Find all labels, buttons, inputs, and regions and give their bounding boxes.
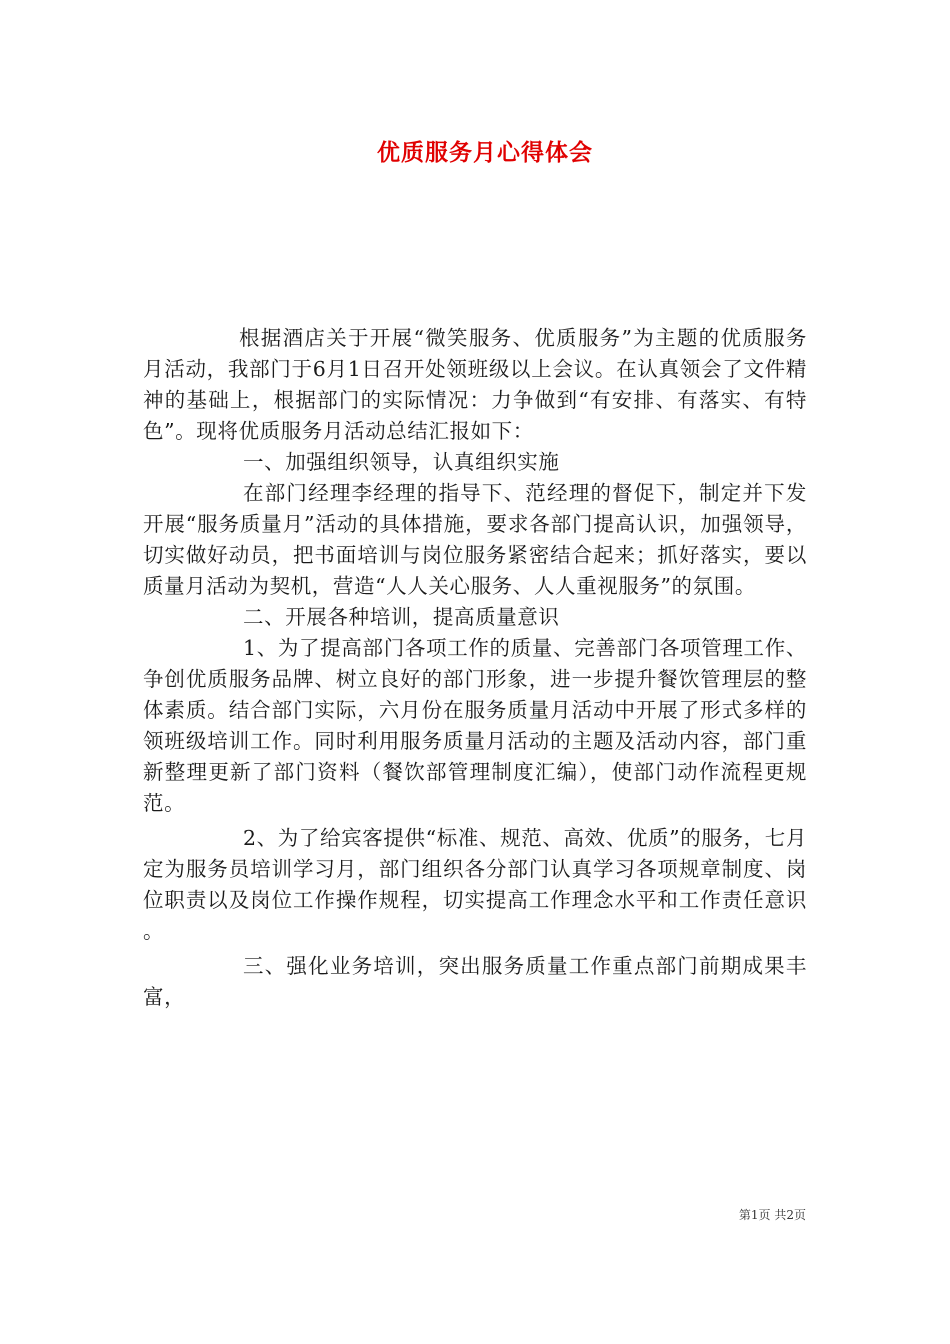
section-heading-2: 二、开展各种培训，提高质量意识	[243, 605, 560, 629]
paragraph-item-2: 2、为了给宾客提供“标准、规范、高效、优质”的服务，七月定为服务员培训学习月，部门组织各分部门认真学习各项规章制度、岗位职责以及岗位工作操作规程，切实提高工作理念水平和工作责任意识。	[143, 826, 807, 943]
page-number-footer: 第1页 共2页	[738, 1208, 806, 1222]
document-body	[143, 323, 807, 1013]
section-heading-3: 三、强化业务培训，突出服务质量工作重点部门前期成果丰富，	[143, 954, 807, 1009]
document-title: 优质服务月心得体会	[377, 139, 593, 166]
section-heading-1: 一、加强组织领导，认真组织实施	[243, 450, 560, 474]
paragraph-intro: 根据酒店关于开展“微笑服务、优质服务”为主题的优质服务月活动，我部门于6月1日召开处领班级以上会议。在认真领会了文件精神的基础上，根据部门的实际情况：力争做到“有安排、有落实、有特色”。现将优质服务月活动总结汇报如下：	[143, 326, 807, 443]
paragraph-section-1: 在部门经理李经理的指导下、范经理的督促下，制定并下发开展“服务质量月”活动的具体措施，要求各部门提高认识，加强领导，切实做好动员，把书面培训与岗位服务紧密结合起来；抓好落实，要以质量月活动为契机，营造“人人关心服务、人人重视服务”的氛围。	[143, 481, 807, 598]
paragraph-item-1: 1、为了提高部门各项工作的质量、完善部门各项管理工作、争创优质服务品牌、树立良好的部门形象，进一步提升餐饮管理层的整体素质。结合部门实际，六月份在服务质量月活动中开展了形式多样的领班级培训工作。同时利用服务质量月活动的主题及活动内容，部门重新整理更新了部门资料（餐饮部管理制度汇编），使部门动作流程更规范。	[143, 636, 807, 815]
